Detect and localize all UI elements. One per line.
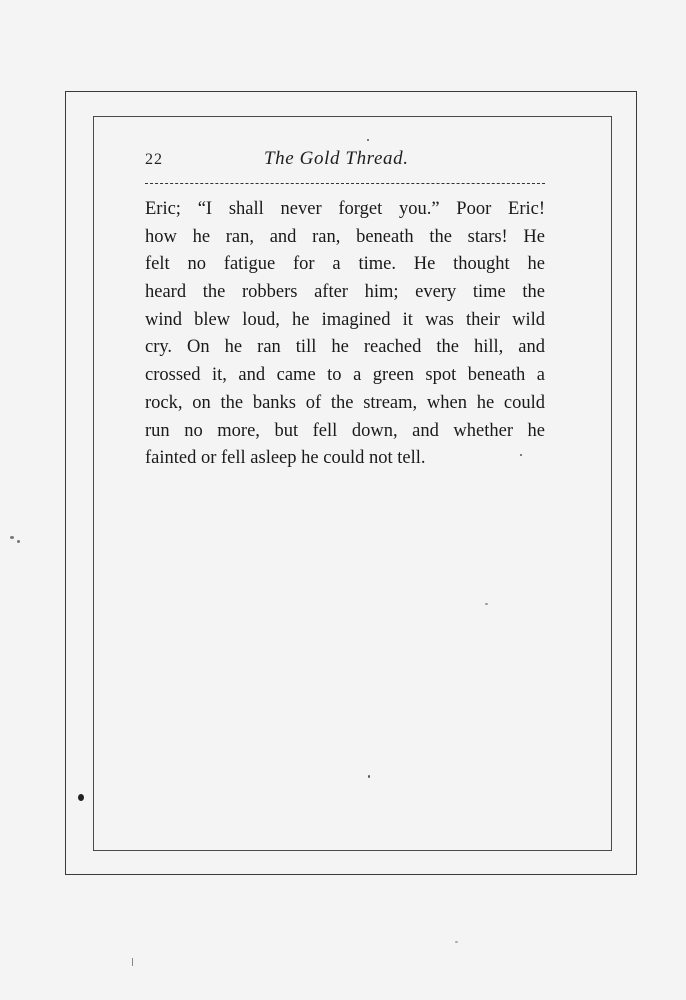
text-line: rock, on the banks of the stream, when he could xyxy=(145,392,545,413)
scan-speck xyxy=(367,139,369,141)
page-number: 22 xyxy=(145,151,163,168)
running-header xyxy=(145,148,545,176)
scan-speck xyxy=(17,540,20,543)
text-line: Eric; “I shall never forget you.” Poor Eric! xyxy=(145,199,545,219)
text-line: how he ran, and ran, beneath the stars! He xyxy=(145,226,545,247)
scan-speck xyxy=(368,775,370,778)
text-line: run no more, but fell down, and whether he xyxy=(145,420,545,441)
scan-speck xyxy=(10,536,14,539)
text-line: cry. On he ran till he reached the hill, and xyxy=(145,337,545,358)
running-title: The Gold Thread. xyxy=(264,148,409,169)
scan-speck xyxy=(78,794,84,801)
text-line: crossed it, and came to a green spot beneath a xyxy=(145,365,545,386)
text-line: felt no fatigue for a time. He thought he xyxy=(145,254,545,275)
scan-speck xyxy=(132,958,133,966)
text-line: wind blew loud, he imagined it was their wild xyxy=(145,309,545,330)
header-divider xyxy=(145,183,545,184)
text-line: fainted or fell asleep he could not tell. xyxy=(145,448,426,469)
scan-speck xyxy=(455,941,458,943)
scan-speck xyxy=(520,454,522,456)
scan-speck xyxy=(485,603,488,605)
text-line: heard the robbers after him; every time the xyxy=(145,282,545,303)
body-text xyxy=(145,196,545,473)
